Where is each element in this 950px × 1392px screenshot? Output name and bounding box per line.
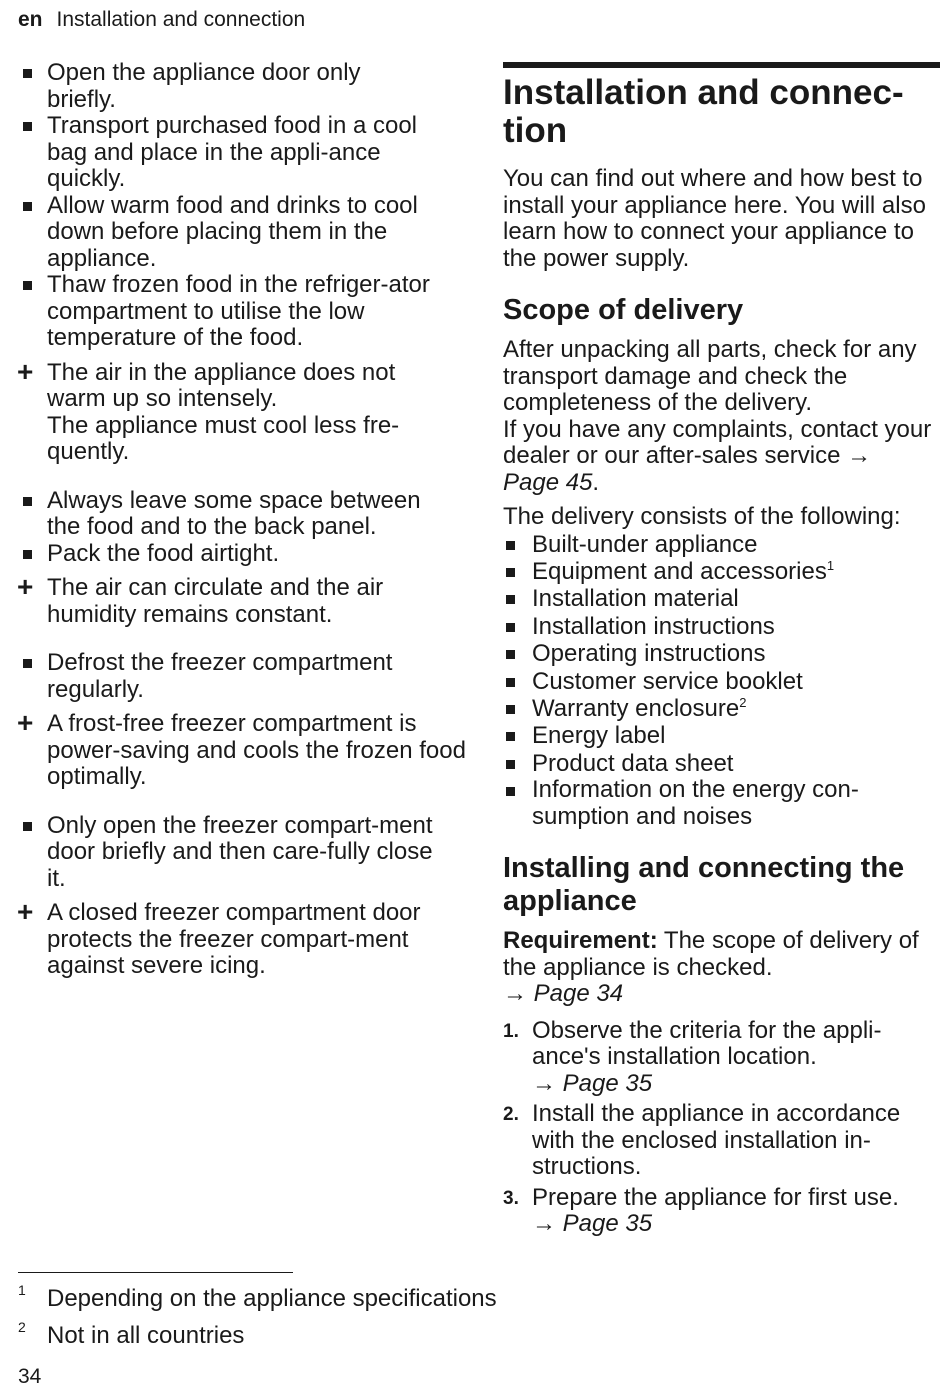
plus-icon: + — [17, 707, 34, 738]
page-reference[interactable]: → Page 35 — [532, 1069, 653, 1097]
footnote-ref: 2 — [739, 694, 747, 710]
list-item: Warranty enclosure$^2$ — [503, 695, 943, 722]
list-item: Installation material — [503, 585, 943, 612]
plus-icon: + — [17, 896, 34, 927]
benefit-item — [17, 707, 467, 791]
footnote-mark: 1 — [18, 1282, 26, 1298]
list-item: Equipment and accessories$^1$ — [503, 558, 943, 585]
list-item: Only open the freezer compart-ment door briefly and then care-fully close it. — [18, 813, 437, 893]
steps-list — [503, 1018, 943, 1238]
scope-heading: Scope of delivery — [503, 294, 744, 326]
plus-icon: + — [17, 355, 34, 387]
running-header — [18, 8, 305, 32]
step-item: 3. Prepare the appliance for first use. → Page 35 — [503, 1185, 950, 1238]
list-intro: The delivery consists of the following: — [503, 503, 901, 530]
footnote-rule — [18, 1272, 293, 1273]
page-number: 34 — [18, 1365, 42, 1388]
requirement-paragraph: Requirement: The scope of delivery of the appliance is checked. → Page 34 — [503, 928, 933, 1008]
step-number: 3. — [503, 1187, 519, 1209]
list-item: Pack the food airtight. — [18, 541, 458, 568]
list-item: Information on the energy con-sumption and noises — [503, 777, 892, 830]
left-column — [17, 59, 466, 980]
list-item: Energy label — [503, 722, 943, 749]
list-item: Always leave some space between the food and to the back panel. — [18, 488, 447, 541]
benefit-text: A frost-free freezer compartment is power-saving and cools the frozen food optimally. — [47, 710, 466, 790]
benefit-text: The appliance must cool less fre-quently. — [47, 411, 400, 465]
plus-icon: + — [17, 571, 34, 602]
section-name: Installation and connection — [56, 8, 306, 31]
list-item: Product data sheet — [503, 750, 943, 777]
complaints-paragraph: If you have any complaints, contact your dealer or our after-sales service → Page 45. — [503, 415, 932, 496]
list-item: Allow warm food and drinks to cool down before placing them in the appliance. — [18, 193, 447, 273]
step-item: 1. Observe the criteria for the appli-ance's installation location. → Page 35 — [503, 1018, 922, 1098]
footnote-text: Not in all countries — [47, 1322, 245, 1349]
list-item: Operating instructions — [503, 640, 943, 667]
footnote-ref: 1 — [826, 557, 835, 573]
list-item: Defrost the freezer compartment regularly. — [18, 650, 447, 703]
step-item: 2. Install the appliance in accordance with the enclosed installation in-structions. — [503, 1100, 901, 1181]
benefit-item — [17, 896, 457, 980]
list-item: Customer service booklet — [503, 668, 943, 695]
footnote-text: Depending on the appliance specifications — [47, 1285, 497, 1312]
list-item: Thaw frozen food in the refriger-ator compartment to utilise the low temperature of the food. — [18, 272, 467, 352]
benefit-text: The air can circulate and the air humidity remains constant. — [47, 574, 384, 628]
install-heading: Installing and connecting the appliance — [503, 852, 905, 918]
benefit-text: A closed freezer compartment door protects the freezer compart-ment against severe icing. — [47, 899, 421, 979]
language-code: en — [18, 8, 43, 31]
step-number: 2. — [503, 1104, 519, 1126]
intro-paragraph: You can find out where and how best to install your appliance here. You will also learn how to connect your appliance to the power supply. — [503, 165, 926, 272]
page-reference[interactable]: → Page 34 — [503, 980, 624, 1008]
right-column — [503, 62, 943, 1238]
requirement-label: Requirement: — [503, 927, 658, 955]
step-number: 1. — [503, 1020, 519, 1042]
list-item: Open the appliance door only briefly. — [18, 60, 392, 113]
list-item: Built-under appliance — [503, 531, 943, 558]
list-item: Transport purchased food in a cool bag and place in the appli-ance quickly. — [18, 113, 417, 193]
page-reference[interactable]: → Page 35 — [532, 1210, 653, 1238]
benefit-text: The air in the appliance does not warm up so intensely. — [47, 358, 396, 412]
delivery-list — [503, 531, 943, 831]
page-title: Installation and connec-tion — [503, 73, 904, 150]
benefit-item — [17, 571, 437, 628]
footnote-mark: 2 — [18, 1319, 26, 1335]
list-item: Installation instructions — [503, 613, 943, 640]
arrow-icon: → — [847, 442, 872, 469]
section-rule — [503, 62, 940, 68]
benefit-item — [17, 355, 447, 466]
scope-paragraph: After unpacking all parts, check for any transport damage and check the completeness of the delivery. — [503, 336, 917, 416]
page-reference[interactable]: Page 45 — [503, 468, 593, 496]
